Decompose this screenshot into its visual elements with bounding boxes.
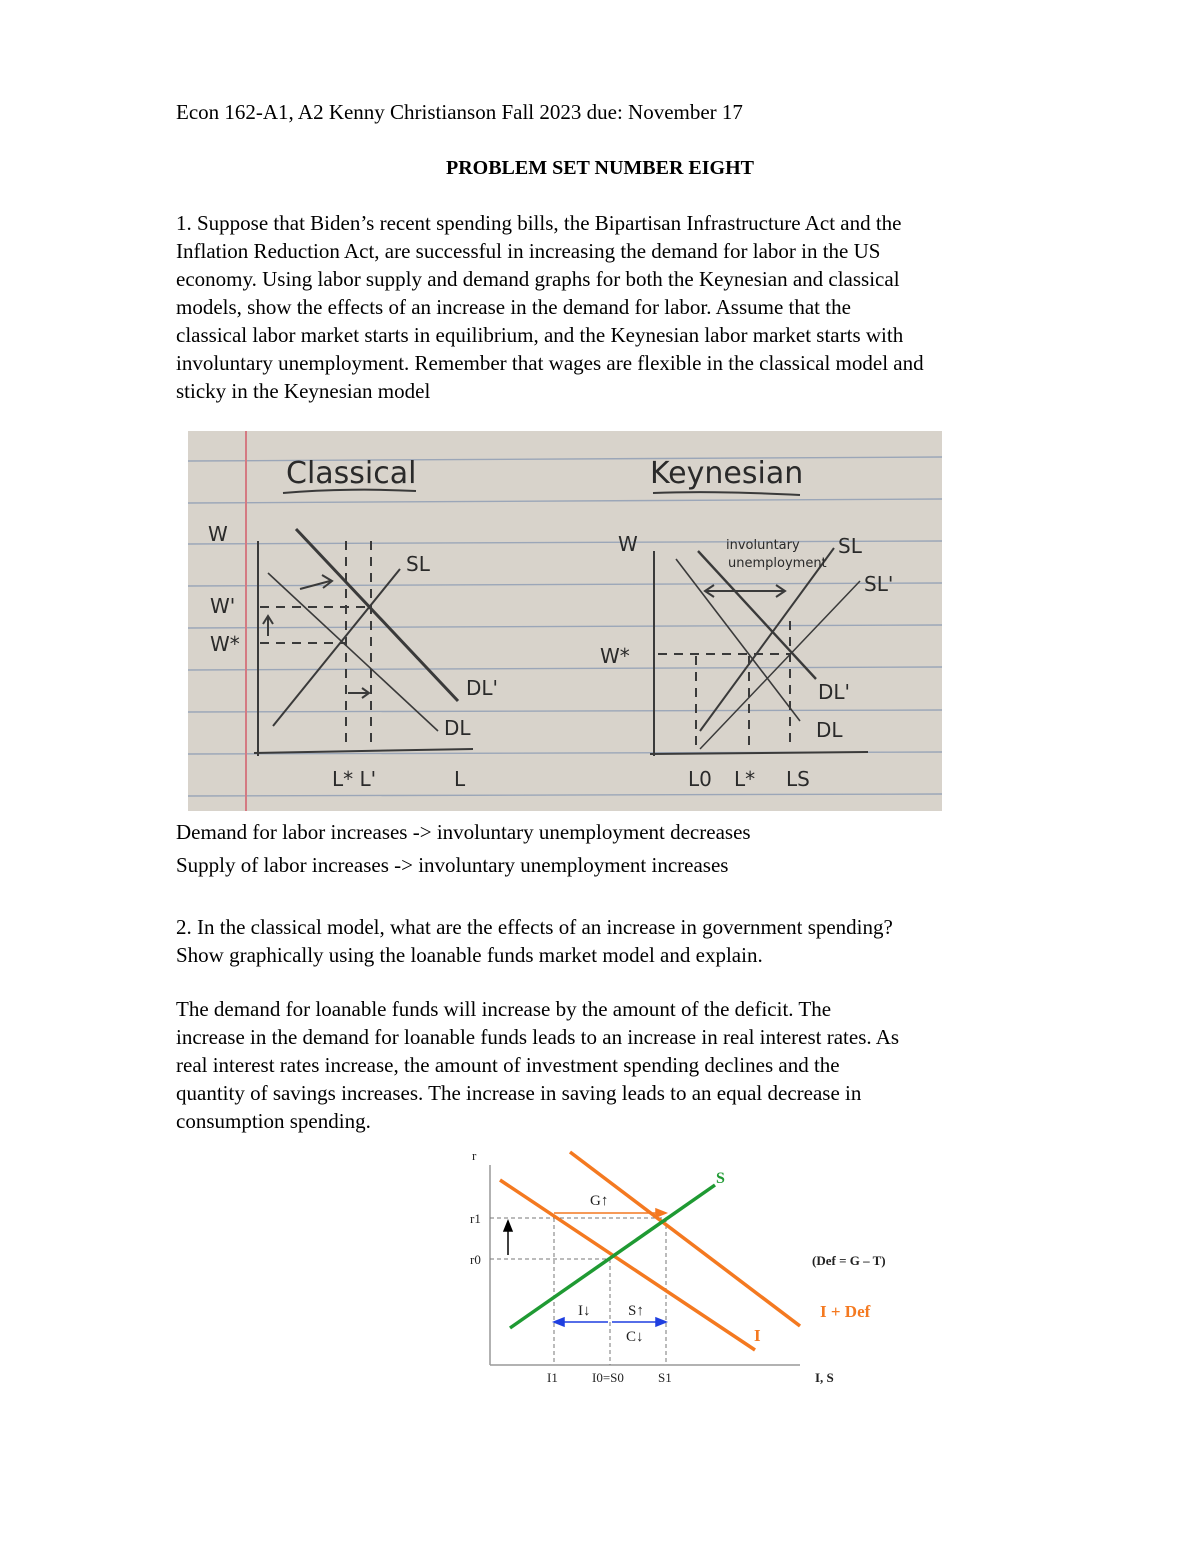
- q1-line: Inflation Reduction Act, are successful in increasing the demand for labor in the US: [176, 239, 881, 263]
- lf-investment-label: I: [754, 1326, 761, 1345]
- lf-g-up-label: G↑: [590, 1193, 609, 1209]
- q1-line: 1. Suppose that Biden’s recent spending bills, the Bipartisan Infrastructure Act and the: [176, 211, 902, 235]
- question-1: [176, 209, 1036, 405]
- lf-r-axis-label: r: [472, 1148, 477, 1163]
- classical-l-label: L: [454, 767, 466, 791]
- lf-i-down-label: I↓: [578, 1303, 591, 1319]
- answer-1-line-2: Supply of labor increases -> involuntary unemployment increases: [176, 853, 729, 877]
- lf-savings-label: S: [716, 1170, 725, 1187]
- answer-2-line: consumption spending.: [176, 1109, 371, 1133]
- lf-c-down-label: C↓: [626, 1329, 644, 1345]
- lf-r1-label: r1: [470, 1211, 481, 1226]
- classical-l-star-label: L* L': [332, 767, 377, 791]
- classical-dl-label: DL: [444, 716, 471, 740]
- keynesian-note-line1: involuntary: [726, 538, 800, 553]
- lf-g-arrowhead: [656, 1209, 666, 1217]
- lf-x-i1-label: I1: [547, 1370, 558, 1385]
- lf-investment-plus-deficit-label: I + Def: [820, 1302, 871, 1321]
- lf-deficit-equation: (Def = G – T): [812, 1253, 886, 1268]
- lf-x-axis-label: I, S: [815, 1370, 834, 1385]
- keynesian-dl-prime-label: DL': [818, 680, 851, 704]
- lf-investment-arrowhead: [554, 1318, 564, 1326]
- classical-w-star-label: W*: [210, 632, 240, 656]
- answer-2-line: real interest rates increase, the amount of investment spending declines and the: [176, 1053, 840, 1077]
- header-line: Econ 162-A1, A2 Kenny Christianson Fall 2023 due: November 17: [176, 100, 743, 124]
- q1-line: sticky in the Keynesian model: [176, 379, 431, 403]
- q1-line: classical labor market starts in equilibrium, and the Keynesian labor market starts with: [176, 323, 904, 347]
- answer-2-line: increase in the demand for loanable funds leads to an increase in real interest rates. As: [176, 1025, 900, 1049]
- keynesian-sl-prime-label: SL': [864, 572, 894, 596]
- answer-2-line: quantity of savings increases. The increase in saving leads to an equal decrease in: [176, 1081, 862, 1105]
- keynesian-title: Keynesian: [650, 456, 804, 491]
- lf-rate-up-arrowhead: [504, 1221, 512, 1231]
- lf-savings-arrowhead: [656, 1318, 666, 1326]
- q1-line: involuntary unemployment. Remember that wages are flexible in the classical model and: [176, 351, 924, 375]
- keynesian-dl-label: DL: [816, 718, 843, 742]
- keynesian-l0-label: L0: [688, 767, 712, 791]
- q2-line: 2. In the classical model, what are the effects of an increase in government spending?: [176, 915, 893, 939]
- keynesian-lstar-label: L*: [734, 767, 756, 791]
- lf-r0-label: r0: [470, 1252, 481, 1267]
- keynesian-sl-label: SL: [838, 534, 862, 558]
- q1-line: models, show the effects of an increase in the demand for labor. Assume that the: [176, 295, 851, 319]
- classical-w-prime-label: W': [210, 594, 236, 618]
- q1-line: economy. Using labor supply and demand graphs for both the Keynesian and classical: [176, 267, 900, 291]
- answer-1-line-1: Demand for labor increases -> involuntary unemployment decreases: [176, 820, 751, 844]
- keynesian-note-line2: unemployment: [728, 556, 827, 571]
- lf-x-s1-label: S1: [658, 1370, 672, 1385]
- q2-line: Show graphically using the loanable funds market model and explain.: [176, 943, 763, 967]
- page-title: PROBLEM SET NUMBER EIGHT: [445, 157, 755, 179]
- keynesian-w-star-label: W*: [600, 644, 630, 668]
- lf-x-i0s0-label: I0=S0: [592, 1370, 624, 1385]
- answer-2: [176, 995, 1036, 1135]
- lf-s-up-label: S↑: [628, 1303, 644, 1319]
- answer-2-line: The demand for loanable funds will increase by the amount of the deficit. The: [176, 997, 832, 1021]
- question-2: [176, 913, 1036, 969]
- classical-w-label: W: [208, 522, 228, 546]
- classical-dl-prime-label: DL': [466, 676, 499, 700]
- classical-sl-label: SL: [406, 552, 430, 576]
- labor-market-figure: [188, 431, 942, 811]
- loanable-funds-figure: [440, 1145, 886, 1395]
- classical-title: Classical: [286, 456, 417, 491]
- keynesian-w-label: W: [618, 532, 638, 556]
- lf-investment-plus-deficit-curve: [570, 1152, 800, 1326]
- keynesian-ls-label: LS: [786, 767, 810, 791]
